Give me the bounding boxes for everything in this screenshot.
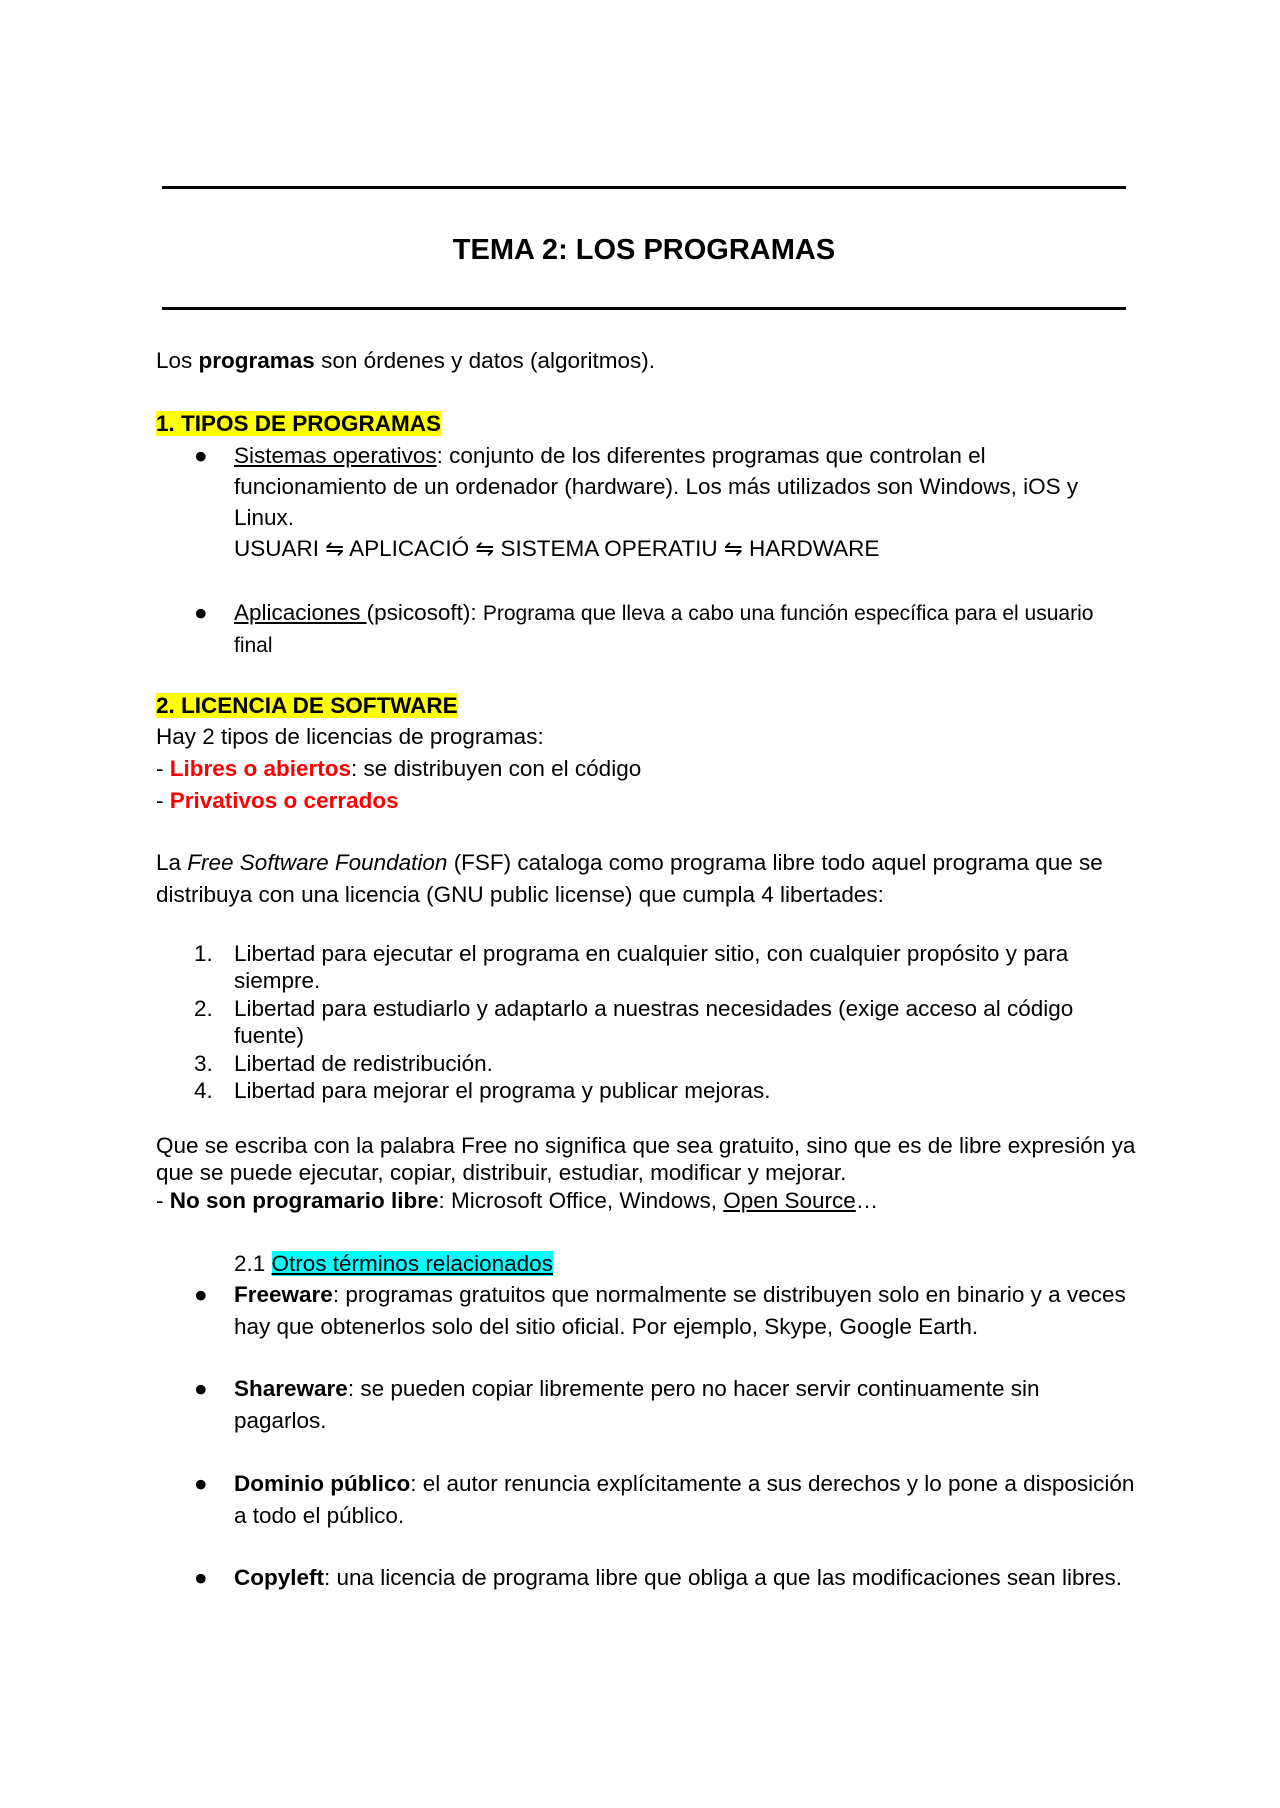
term-description: : programas gratuitos que normalmente se distribuyen solo en binario y a veces hay que obtenerlos solo del sitio oficial. Por ejemplo, Skype, Google Earth. [234,1282,1126,1339]
page-title: TEMA 2: LOS PROGRAMAS [452,234,836,266]
list-item-freeware [156,1279,1136,1343]
freedom-text: Libertad para ejecutar el programa en cualquier sitio, con cualquier propósito y para siempre. [234,941,1069,993]
list-item-sistemas-operativos [156,440,1136,564]
list-item-body [234,1279,1136,1343]
list-item-aplicaciones [156,597,1136,661]
free-note-paragraph: Que se escriba con la palabra Free no significa que sea gratuito, sino que es de libre expresión ya que se puede ejecutar, copiar, distribuir, estudiar, modificar y mejorar. [156,1133,1136,1185]
section2-heading-text: 2. LICENCIA DE SOFTWARE [156,693,458,718]
term-description-b: Programa que lleva a cabo una función específica para el usuario final [234,602,1094,657]
layers-diagram-text: USUARI ⇋ APLICACIÓ ⇋ SISTEMA OPERATIU ⇋ HARDWARE [234,536,880,561]
list-item-body [234,1373,1136,1437]
list-item-copyleft [156,1562,1136,1594]
bullet-icon: ● [194,1376,208,1401]
fsf-pre: La [156,850,188,875]
dash: - [156,1188,170,1213]
term-dominio-publico: Dominio público [234,1471,411,1496]
freedom-text: Libertad para estudiarlo y adaptarlo a nuestras necesidades (exige acceso al código fuente) [234,996,1074,1048]
bullet-icon: ● [194,1565,208,1590]
not-free-label: No son programario libre [169,1188,439,1213]
fsf-post: (FSF) cataloga como programa libre todo aquel programa que se distribuya con una licencia (GNU public license) que cumpla 4 libertades: [156,850,1103,907]
list-number: 3. [194,1051,213,1076]
fsf-paragraph [156,847,1136,911]
term-freeware: Freeware [234,1282,333,1307]
section21-heading-link[interactable]: Otros términos relacionados [271,1251,553,1276]
intro-pre: Los [156,348,199,373]
list-item-dominio-publico [156,1468,1136,1532]
list-item-body [234,440,1136,564]
term-description-a: (psicosoft): [366,600,483,625]
section2-heading [156,690,1136,721]
term-sistemas-operativos: Sistemas operativos [234,443,437,468]
section21-number: 2.1 [234,1251,272,1276]
section21-heading [234,1248,1134,1279]
bullet-icon: ● [194,1471,208,1496]
open-source-link[interactable]: Open Source [723,1188,856,1213]
term-copyleft: Copyleft [234,1565,324,1590]
dash: - [156,788,170,813]
list-number: 2. [194,996,213,1021]
list-item-body [234,1562,1136,1594]
intro-paragraph [156,345,1136,376]
list-item-body [234,1468,1136,1532]
list-item-body [234,597,1136,661]
intro-post: son órdenes y datos (algoritmos). [314,348,655,373]
bullet-icon: ● [194,1282,208,1307]
dash: - [156,756,170,781]
freedom-item-3 [156,1050,1136,1077]
section1-heading-text: 1. TIPOS DE PROGRAMAS [156,411,442,436]
top-rule [162,186,1126,189]
license-type-privativos [156,785,1136,816]
not-free-list: : Microsoft Office, Windows, [438,1188,724,1213]
license-label-privativos: Privativos o cerrados [169,788,399,813]
list-item-shareware [156,1373,1136,1437]
license-label-libres: Libres o abiertos [169,756,352,781]
list-number: 4. [194,1078,213,1103]
not-free-line [156,1187,1136,1214]
freedom-text: Libertad para mejorar el programa y publicar mejoras. [234,1078,771,1103]
term-description: : conjunto de los diferentes programas que controlan el funcionamiento de un ordenador (hardware). Los más utilizados son Windows, iOS y Linux. [234,443,1079,530]
term-aplicaciones: Aplicaciones [234,600,367,625]
section1-heading [156,408,1136,439]
freedom-item-4 [156,1077,1136,1104]
bullet-icon: ● [194,443,208,468]
section2-intro: Hay 2 tipos de licencias de programas: [156,724,544,749]
term-description: : se pueden copiar libremente pero no hacer servir continuamente sin pagarlos. [234,1376,1040,1433]
term-description: : el autor renuncia explícitamente a sus derechos y lo pone a disposición a todo el público. [234,1471,1135,1528]
bottom-rule [162,307,1126,310]
term-shareware: Shareware [234,1376,348,1401]
freedom-item-1 [156,940,1136,994]
term-description: : una licencia de programa libre que obliga a que las modificaciones sean libres. [324,1565,1122,1590]
fsf-italic: Free Software Foundation [187,850,448,875]
ellipsis: … [855,1188,879,1213]
freedom-item-2 [156,995,1136,1049]
intro-bold: programas [198,348,315,373]
list-number: 1. [194,941,213,966]
freedom-text: Libertad de redistribución. [234,1051,493,1076]
license-desc-libres: : se distribuyen con el código [351,756,642,781]
license-type-libres [156,753,1136,784]
bullet-icon: ● [194,600,208,625]
